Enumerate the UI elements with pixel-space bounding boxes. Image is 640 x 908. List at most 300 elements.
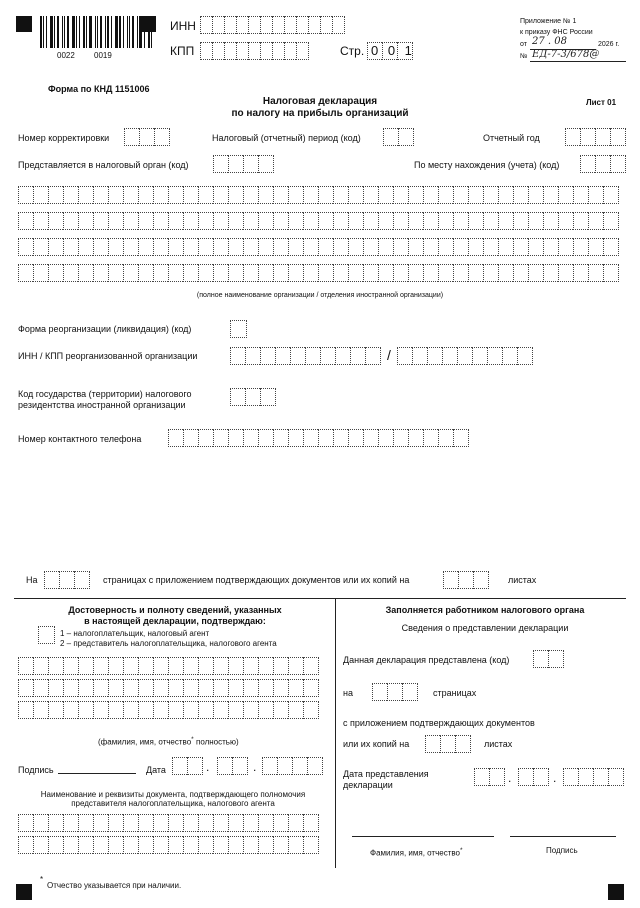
input-cell[interactable] — [543, 212, 558, 230]
input-cell[interactable] — [18, 212, 33, 230]
input-cell[interactable] — [273, 264, 288, 282]
input-cell[interactable] — [258, 155, 274, 173]
input-cell[interactable] — [288, 657, 303, 675]
input-cell[interactable] — [563, 768, 578, 786]
input-cell[interactable] — [350, 347, 365, 365]
input-cell[interactable] — [63, 657, 78, 675]
input-cell[interactable] — [108, 264, 123, 282]
input-cell[interactable] — [288, 814, 303, 832]
grid-row[interactable] — [18, 238, 619, 256]
input-cell[interactable] — [258, 836, 273, 854]
input-cell[interactable] — [258, 186, 273, 204]
input-cell[interactable] — [213, 264, 228, 282]
input-cell[interactable] — [438, 186, 453, 204]
input-cell[interactable] — [228, 679, 243, 697]
input-cell[interactable] — [273, 679, 288, 697]
input-cell[interactable] — [303, 264, 318, 282]
input-cell[interactable] — [423, 264, 438, 282]
input-cell[interactable] — [33, 836, 48, 854]
input-cell[interactable] — [348, 186, 363, 204]
input-cell[interactable] — [183, 657, 198, 675]
input-cell[interactable] — [153, 657, 168, 675]
input-cell[interactable] — [168, 701, 183, 719]
input-cell[interactable] — [108, 186, 123, 204]
input-cell[interactable] — [213, 186, 228, 204]
input-cell[interactable] — [59, 571, 74, 589]
input-cell[interactable] — [228, 701, 243, 719]
input-cell[interactable] — [18, 814, 33, 832]
input-cell[interactable] — [153, 814, 168, 832]
input-cell[interactable] — [595, 155, 610, 173]
input-cell[interactable] — [498, 238, 513, 256]
input-cell[interactable] — [303, 836, 319, 854]
input-cell[interactable] — [124, 128, 139, 146]
input-cell[interactable] — [33, 238, 48, 256]
input-cell[interactable] — [260, 388, 276, 406]
input-cell[interactable] — [393, 212, 408, 230]
input-cell[interactable] — [408, 264, 423, 282]
input-cell[interactable] — [138, 657, 153, 675]
input-cell[interactable] — [63, 679, 78, 697]
date-day-cells[interactable] — [172, 757, 203, 775]
reorg-kpp-cells[interactable] — [397, 347, 533, 365]
input-cell[interactable] — [498, 264, 513, 282]
input-cell[interactable] — [153, 679, 168, 697]
input-cell[interactable] — [228, 657, 243, 675]
input-cell[interactable] — [288, 238, 303, 256]
year-cells[interactable] — [565, 128, 626, 146]
input-cell[interactable] — [48, 814, 63, 832]
input-cell[interactable] — [200, 42, 212, 60]
grid-row[interactable] — [18, 679, 319, 697]
input-cell[interactable] — [183, 212, 198, 230]
input-cell[interactable] — [273, 212, 288, 230]
input-cell[interactable] — [198, 238, 213, 256]
inn-cells[interactable] — [200, 16, 345, 34]
input-cell[interactable] — [438, 264, 453, 282]
input-cell[interactable] — [213, 679, 228, 697]
input-cell[interactable] — [48, 186, 63, 204]
input-cell[interactable] — [307, 757, 323, 775]
input-cell[interactable] — [442, 347, 457, 365]
tax-authority-cells[interactable] — [213, 155, 274, 173]
input-cell[interactable] — [183, 679, 198, 697]
input-cell[interactable] — [48, 212, 63, 230]
input-cell[interactable] — [18, 701, 33, 719]
input-cell[interactable] — [423, 186, 438, 204]
input-cell[interactable] — [383, 128, 398, 146]
input-cell[interactable] — [303, 238, 318, 256]
correction-cells[interactable] — [124, 128, 170, 146]
input-cell[interactable] — [248, 16, 260, 34]
input-cell[interactable] — [245, 388, 260, 406]
input-cell[interactable] — [372, 683, 387, 701]
input-cell[interactable] — [228, 429, 243, 447]
input-cell[interactable] — [303, 657, 319, 675]
input-cell[interactable] — [402, 683, 418, 701]
input-cell[interactable] — [168, 657, 183, 675]
input-cell[interactable] — [296, 16, 308, 34]
input-cell[interactable] — [603, 264, 619, 282]
input-cell[interactable] — [565, 128, 580, 146]
date-month-cells[interactable] — [217, 757, 248, 775]
input-cell[interactable] — [284, 16, 296, 34]
input-cell[interactable] — [93, 264, 108, 282]
input-cell[interactable] — [498, 212, 513, 230]
input-cell[interactable] — [138, 701, 153, 719]
input-cell[interactable] — [332, 16, 345, 34]
input-cell[interactable] — [33, 212, 48, 230]
input-cell[interactable] — [33, 657, 48, 675]
input-cell[interactable] — [123, 814, 138, 832]
input-cell[interactable] — [243, 155, 258, 173]
input-cell[interactable] — [438, 429, 453, 447]
input-cell[interactable] — [123, 701, 138, 719]
input-cell[interactable] — [603, 212, 619, 230]
input-cell[interactable] — [123, 186, 138, 204]
input-cell[interactable] — [387, 683, 402, 701]
input-cell[interactable] — [558, 212, 573, 230]
grid-row[interactable] — [18, 186, 619, 204]
input-cell[interactable] — [183, 264, 198, 282]
input-cell[interactable] — [443, 571, 458, 589]
phone-cells[interactable] — [168, 429, 469, 447]
input-cell[interactable] — [528, 212, 543, 230]
input-cell[interactable] — [412, 347, 427, 365]
input-cell[interactable] — [573, 212, 588, 230]
input-cell[interactable] — [168, 814, 183, 832]
input-cell[interactable] — [408, 212, 423, 230]
input-cell[interactable] — [438, 238, 453, 256]
input-cell[interactable] — [168, 238, 183, 256]
input-cell[interactable] — [363, 238, 378, 256]
input-cell[interactable] — [348, 238, 363, 256]
input-cell[interactable] — [33, 814, 48, 832]
input-cell[interactable] — [198, 836, 213, 854]
input-cell[interactable] — [333, 212, 348, 230]
input-cell[interactable] — [440, 735, 455, 753]
input-cell[interactable] — [378, 429, 393, 447]
inspector-pages-cells[interactable] — [372, 683, 418, 701]
input-cell[interactable] — [228, 212, 243, 230]
input-cell[interactable] — [468, 238, 483, 256]
input-cell[interactable] — [458, 571, 473, 589]
input-cell[interactable] — [213, 429, 228, 447]
input-cell[interactable] — [63, 238, 78, 256]
input-cell[interactable] — [363, 264, 378, 282]
input-cell[interactable] — [78, 186, 93, 204]
date-year-cells[interactable] — [262, 757, 323, 775]
grid-row[interactable] — [18, 657, 319, 675]
input-cell[interactable] — [198, 701, 213, 719]
input-cell[interactable] — [517, 347, 533, 365]
input-cell[interactable] — [232, 757, 248, 775]
reorg-inn-cells[interactable] — [230, 347, 381, 365]
input-cell[interactable] — [172, 757, 187, 775]
input-cell[interactable] — [258, 264, 273, 282]
input-cell[interactable] — [474, 768, 489, 786]
input-cell[interactable] — [243, 657, 258, 675]
input-cell[interactable] — [303, 679, 319, 697]
input-cell[interactable] — [108, 238, 123, 256]
input-cell[interactable] — [472, 347, 487, 365]
input-cell[interactable] — [153, 701, 168, 719]
input-cell[interactable] — [138, 238, 153, 256]
input-cell[interactable] — [224, 16, 236, 34]
grid-row[interactable] — [18, 264, 619, 282]
input-cell[interactable] — [48, 657, 63, 675]
input-cell[interactable] — [18, 264, 33, 282]
input-cell[interactable] — [243, 679, 258, 697]
input-cell[interactable] — [168, 836, 183, 854]
input-cell[interactable] — [603, 186, 619, 204]
input-cell[interactable] — [228, 814, 243, 832]
input-cell[interactable] — [277, 757, 292, 775]
input-cell[interactable] — [468, 212, 483, 230]
input-cell[interactable] — [610, 128, 626, 146]
input-cell[interactable] — [273, 657, 288, 675]
input-cell[interactable] — [183, 701, 198, 719]
input-cell[interactable] — [303, 429, 318, 447]
grid-row[interactable] — [18, 836, 319, 854]
input-cell[interactable] — [63, 186, 78, 204]
input-cell[interactable] — [502, 347, 517, 365]
input-cell[interactable] — [558, 238, 573, 256]
input-cell[interactable] — [236, 42, 248, 60]
input-cell[interactable] — [397, 347, 412, 365]
input-cell[interactable] — [123, 836, 138, 854]
input-cell[interactable] — [78, 701, 93, 719]
input-cell[interactable] — [18, 186, 33, 204]
input-cell[interactable] — [543, 186, 558, 204]
input-cell[interactable] — [108, 212, 123, 230]
input-cell[interactable] — [108, 836, 123, 854]
input-cell[interactable] — [303, 701, 319, 719]
input-cell[interactable] — [138, 212, 153, 230]
input-cell[interactable] — [183, 186, 198, 204]
input-cell[interactable] — [243, 212, 258, 230]
input-cell[interactable] — [483, 186, 498, 204]
input-cell[interactable] — [93, 679, 108, 697]
input-cell[interactable] — [528, 238, 543, 256]
input-cell[interactable] — [398, 128, 414, 146]
input-cell[interactable] — [212, 16, 224, 34]
input-cell[interactable] — [78, 238, 93, 256]
input-cell[interactable] — [78, 814, 93, 832]
input-cell[interactable] — [183, 429, 198, 447]
input-cell[interactable] — [363, 186, 378, 204]
input-cell[interactable] — [153, 264, 168, 282]
input-cell[interactable] — [153, 836, 168, 854]
input-cell[interactable] — [580, 155, 595, 173]
input-cell[interactable] — [198, 679, 213, 697]
input-cell[interactable] — [393, 238, 408, 256]
input-cell[interactable] — [44, 571, 59, 589]
input-cell[interactable] — [457, 347, 472, 365]
input-cell[interactable] — [473, 571, 489, 589]
signature-line[interactable] — [58, 773, 136, 774]
input-cell[interactable] — [213, 657, 228, 675]
kpp-cells[interactable] — [200, 42, 309, 60]
input-cell[interactable] — [187, 757, 203, 775]
input-cell[interactable] — [333, 238, 348, 256]
input-cell[interactable] — [408, 429, 423, 447]
input-cell[interactable] — [258, 212, 273, 230]
input-cell[interactable] — [224, 42, 236, 60]
input-cell[interactable] — [33, 186, 48, 204]
input-cell[interactable] — [363, 429, 378, 447]
input-cell[interactable] — [453, 264, 468, 282]
input-cell[interactable] — [518, 768, 533, 786]
input-cell[interactable] — [243, 264, 258, 282]
input-cell[interactable] — [228, 155, 243, 173]
input-cell[interactable] — [393, 186, 408, 204]
input-cell[interactable] — [33, 264, 48, 282]
input-cell[interactable] — [258, 429, 273, 447]
input-cell[interactable] — [63, 836, 78, 854]
input-cell[interactable] — [453, 212, 468, 230]
input-cell[interactable] — [588, 212, 603, 230]
input-cell[interactable] — [288, 264, 303, 282]
input-cell[interactable] — [305, 347, 320, 365]
input-cell[interactable] — [272, 42, 284, 60]
input-cell[interactable] — [248, 42, 260, 60]
input-cell[interactable] — [260, 42, 272, 60]
input-cell[interactable] — [213, 155, 228, 173]
input-cell[interactable] — [93, 814, 108, 832]
input-cell[interactable] — [348, 429, 363, 447]
input-cell[interactable] — [168, 679, 183, 697]
input-cell[interactable] — [183, 238, 198, 256]
input-cell[interactable] — [123, 264, 138, 282]
input-cell[interactable] — [513, 238, 528, 256]
input-cell[interactable] — [93, 701, 108, 719]
input-cell[interactable] — [262, 757, 277, 775]
input-cell[interactable] — [138, 836, 153, 854]
input-cell[interactable] — [498, 186, 513, 204]
input-cell[interactable] — [558, 186, 573, 204]
input-cell[interactable] — [258, 701, 273, 719]
input-cell[interactable] — [78, 679, 93, 697]
input-cell[interactable] — [513, 264, 528, 282]
grid-row[interactable] — [18, 701, 319, 719]
input-cell[interactable] — [63, 814, 78, 832]
input-cell[interactable] — [272, 16, 284, 34]
input-cell[interactable] — [318, 186, 333, 204]
input-cell[interactable] — [260, 16, 272, 34]
input-cell[interactable] — [303, 186, 318, 204]
input-cell[interactable] — [273, 429, 288, 447]
input-cell[interactable] — [228, 238, 243, 256]
input-cell[interactable] — [593, 768, 608, 786]
input-cell[interactable] — [378, 264, 393, 282]
period-cells[interactable] — [383, 128, 414, 146]
input-cell[interactable] — [258, 679, 273, 697]
input-cell[interactable] — [153, 238, 168, 256]
input-cell[interactable] — [108, 657, 123, 675]
input-cell[interactable] — [318, 212, 333, 230]
input-cell[interactable] — [183, 836, 198, 854]
input-cell[interactable] — [573, 264, 588, 282]
input-cell[interactable] — [292, 757, 307, 775]
input-cell[interactable] — [320, 16, 332, 34]
input-cell[interactable] — [228, 186, 243, 204]
input-cell[interactable] — [93, 657, 108, 675]
input-cell[interactable] — [455, 735, 471, 753]
input-cell[interactable] — [273, 186, 288, 204]
input-cell[interactable] — [18, 238, 33, 256]
input-cell[interactable] — [288, 186, 303, 204]
input-cell[interactable] — [48, 238, 63, 256]
sheets-cells[interactable] — [443, 571, 489, 589]
input-cell[interactable] — [78, 836, 93, 854]
inspector-fio-line[interactable] — [352, 836, 494, 837]
input-cell[interactable] — [138, 814, 153, 832]
input-cell[interactable] — [288, 429, 303, 447]
input-cell[interactable] — [348, 264, 363, 282]
input-cell[interactable] — [168, 264, 183, 282]
input-cell[interactable] — [213, 238, 228, 256]
input-cell[interactable] — [123, 657, 138, 675]
input-cell[interactable] — [78, 212, 93, 230]
input-cell[interactable] — [198, 429, 213, 447]
input-cell[interactable] — [168, 186, 183, 204]
input-cell[interactable] — [198, 814, 213, 832]
input-cell[interactable] — [273, 814, 288, 832]
input-cell[interactable] — [290, 347, 305, 365]
input-cell[interactable] — [273, 701, 288, 719]
input-cell[interactable] — [273, 836, 288, 854]
input-cell[interactable] — [123, 212, 138, 230]
input-cell[interactable] — [198, 264, 213, 282]
input-cell[interactable] — [154, 128, 170, 146]
input-cell[interactable] — [483, 238, 498, 256]
input-cell[interactable] — [580, 128, 595, 146]
input-cell[interactable] — [230, 347, 245, 365]
input-cell[interactable] — [543, 238, 558, 256]
input-cell[interactable] — [138, 264, 153, 282]
input-cell[interactable] — [318, 429, 333, 447]
input-cell[interactable] — [365, 347, 381, 365]
input-cell[interactable] — [528, 186, 543, 204]
input-cell[interactable] — [123, 679, 138, 697]
input-cell[interactable] — [228, 264, 243, 282]
input-cell[interactable] — [453, 186, 468, 204]
input-cell[interactable] — [438, 212, 453, 230]
input-cell[interactable] — [513, 186, 528, 204]
input-cell[interactable] — [288, 679, 303, 697]
input-cell[interactable] — [303, 814, 319, 832]
location-cells[interactable] — [580, 155, 626, 173]
input-cell[interactable] — [408, 186, 423, 204]
input-cell[interactable] — [423, 212, 438, 230]
input-cell[interactable] — [198, 212, 213, 230]
input-cell[interactable] — [198, 657, 213, 675]
input-cell[interactable] — [243, 186, 258, 204]
input-cell[interactable] — [230, 320, 247, 338]
input-cell[interactable] — [588, 264, 603, 282]
inspector-sign-line[interactable] — [510, 836, 616, 837]
input-cell[interactable] — [258, 814, 273, 832]
input-cell[interactable] — [243, 429, 258, 447]
input-cell[interactable] — [243, 814, 258, 832]
input-cell[interactable] — [378, 238, 393, 256]
input-cell[interactable] — [318, 264, 333, 282]
input-cell[interactable] — [487, 347, 502, 365]
grid-row[interactable] — [18, 814, 319, 832]
grid-row[interactable] — [18, 212, 619, 230]
input-cell[interactable] — [427, 347, 442, 365]
